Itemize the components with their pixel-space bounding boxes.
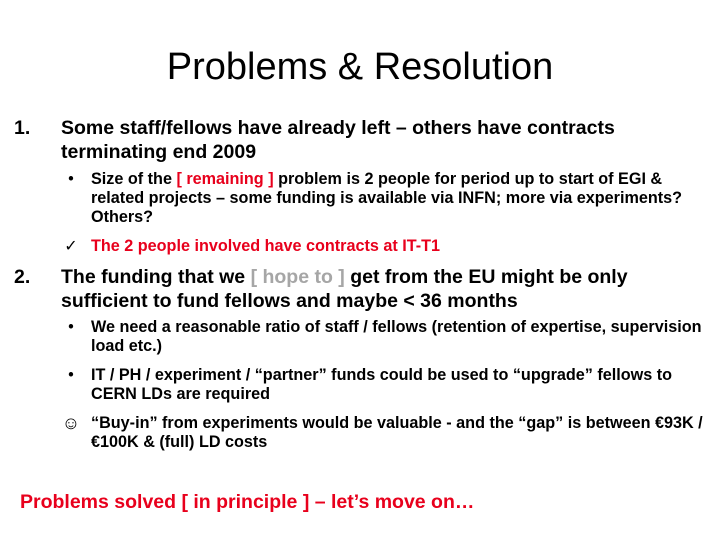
bullet-icon: •	[68, 170, 74, 188]
smiley-icon: ☺	[61, 413, 81, 433]
list-item-text: Some staff/fellows have already left – others have contracts terminating end 2009	[61, 117, 615, 163]
sub-item-text: Size of the [ remaining ] problem is 2 people for period up to start of EGI & related projects – some funding is available via INFN; more via experiments? Others?	[91, 170, 683, 226]
list-item-2	[14, 265, 704, 313]
sub-item-remaining-problem	[59, 170, 709, 227]
hope-to-bracket: [ hope to ]	[250, 266, 345, 288]
slide-title: Problems & Resolution	[166, 46, 554, 88]
conclusion-text: Problems solved [ in principle ] – let’s move on…	[20, 491, 475, 513]
list-item-1	[14, 116, 704, 164]
sub-item-text: “Buy-in” from experiments would be valuable - and the “gap” is between €93K / €100K & (full) LD costs	[91, 414, 703, 451]
sub-item-ratio	[59, 318, 709, 356]
sub-item-text: IT / PH / experiment / “partner” funds could be used to “upgrade” fellows to CERN LDs are required	[91, 366, 673, 403]
remaining-bracket: [ remaining ]	[176, 170, 274, 188]
checkmark-icon: ✓	[64, 237, 78, 255]
sub-item-buy-in	[59, 414, 709, 452]
list-item-text: The funding that we [ hope to ] get from the EU might be only sufficient to fund fellows and maybe < 36 months	[61, 266, 628, 312]
sub-item-text: We need a reasonable ratio of staff / fellows (retention of expertise, supervision load etc.)	[91, 318, 702, 355]
list-number: 2.	[14, 266, 31, 288]
list-number: 1.	[14, 117, 31, 139]
bullet-icon: •	[68, 366, 74, 384]
sub-item-funds	[59, 366, 709, 404]
sub-item-contracts	[59, 237, 709, 256]
sub-item-text: The 2 people involved have contracts at IT-T1	[91, 237, 441, 255]
bullet-icon: •	[68, 318, 74, 336]
